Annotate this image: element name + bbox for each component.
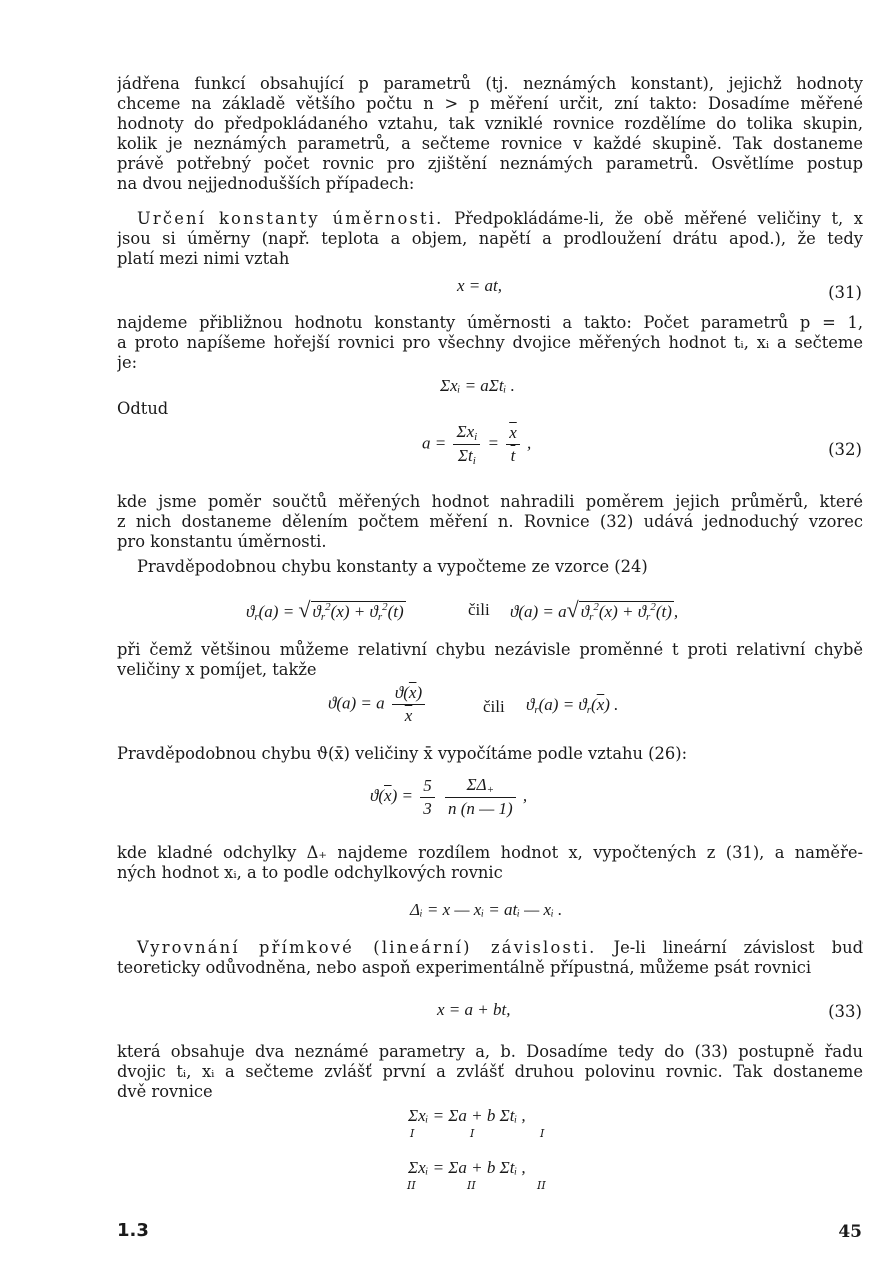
equation-error-simplified: ϑ(a) = a $\frac{ϑ(\overline{x})}{x}$ [328, 683, 428, 726]
text-segment: Předpokládáme-li, že obě měřené veličiny t, x [443, 209, 863, 228]
equation-32: a = $\frac{\Sigma x_i}{\Sigma t_i}$ = $\frac{\overline{x}}{t}$ , [422, 422, 532, 467]
text-line: která obsahuje dva neznámé parametry a, b. Dosadíme tedy do (33) postupně řadu [117, 1042, 863, 1061]
equation-error-absolute: ϑ(a) = a√ $ϑ_r^2(\overline{x}) + ϑ_r^2(\overline{t})$ , [510, 597, 679, 623]
equation-sum: Σxᵢ = aΣtᵢ . [440, 376, 515, 395]
paragraph-linear [117, 938, 863, 978]
limit-label: II [467, 1179, 476, 1192]
text-line: pro konstantu úměrnosti. [117, 532, 327, 551]
equation-26-mean-error: $ϑ(\overline{x})$ = $\frac{5}{3}$ $\frac{\Sigma\Delta_+}{n (n — 1)}$ , [370, 775, 528, 818]
text-line: platí mezi nimi vztah [117, 249, 290, 268]
text-line [117, 209, 863, 229]
cili-word: čili [483, 697, 505, 716]
text-line: najdeme přibližnou hodnotu konstanty úměrnosti a takto: Počet parametrů p = 1, [117, 313, 863, 332]
text-line: právě potřebný počet rovnic pro zjištění neznámých parametrů. Osvětlíme postup [117, 154, 863, 173]
text-line: na dvou nejjednodušších případech: [117, 174, 415, 193]
equation-sum-first-half: Σxᵢ = Σa + b Σtᵢ , [408, 1106, 526, 1125]
text-line: dvojic tᵢ, xᵢ a sečteme zvlášť první a zvlášť druhou polovinu rovnic. Tak dostaneme [117, 1062, 863, 1081]
text-segment: Je-li lineární závislost buď [596, 938, 863, 957]
text-line [117, 938, 863, 958]
text-line: chceme na základě většího počtu n > p měření určit, zní takto: Dosadíme měřené [117, 94, 863, 113]
equation-sum-second-half: Σxᵢ = Σa + b Σtᵢ , [408, 1158, 526, 1177]
text-line: hodnoty do předpokládaného vztahu, tak vzniklé rovnice rozdělíme do tolika skupin, [117, 114, 863, 133]
section-number: 1.3 [117, 1220, 149, 1241]
paragraph-deviations [117, 843, 863, 883]
text-line: Pravděpodobnou chybu ϑ(x̄) veličiny x̄ vypočítáme podle vztahu (26): [117, 744, 688, 763]
section-heading: Vyrovnání přímkové (lineární) závislosti. [137, 938, 597, 957]
paragraph-intro [117, 74, 863, 194]
equation-error-simplified-relative: $ϑ_r(a) = ϑ_r(\overline{x})$ . [526, 695, 619, 716]
paragraph-proportionality [117, 209, 863, 269]
section-heading: Určení konstanty úměrnosti. [137, 209, 444, 228]
paragraph-ratio [117, 492, 863, 552]
limit-label: I [540, 1127, 545, 1140]
equation-33: x = a + bt, [437, 1000, 511, 1019]
text-line: při čemž většinou můžeme relativní chybu nezávisle proměnné t proti relativní chybě [117, 640, 863, 659]
cili-word: čili [468, 600, 490, 619]
limit-label: I [410, 1127, 415, 1140]
text-line: kde jsme poměr součtů měřených hodnot nahradili poměrem jejich průměrů, které [117, 492, 863, 511]
text-line: kde kladné odchylky Δ₊ najdeme rozdílem hodnot x, vypočtených z (31), a naměře- [117, 843, 863, 862]
paragraph-estimate [117, 313, 863, 373]
limit-label: I [470, 1127, 475, 1140]
text-line: teoreticky odůvodněna, nebo aspoň experimentálně přípustná, můžeme psát rovnici [117, 958, 812, 977]
text-line: jádřena funkcí obsahující p parametrů (tj. neznámých konstant), jejichž hodnoty [117, 74, 863, 93]
text-line: a proto napíšeme hořejší rovnici pro všechny dvojice měřených hodnot tᵢ, xᵢ a sečteme [117, 333, 863, 352]
odtud-label: Odtud [117, 399, 169, 418]
paragraph-two-params [117, 1042, 863, 1102]
limit-label: II [407, 1179, 416, 1192]
limit-label: II [537, 1179, 546, 1192]
text-line: Pravděpodobnou chybu konstanty a vypočteme ze vzorce (24) [137, 557, 648, 576]
text-line: je: [117, 353, 138, 372]
equation-31: x = at, [457, 276, 502, 295]
text-line: dvě rovnice [117, 1082, 213, 1101]
text-line: veličiny x pomíjet, takže [117, 660, 317, 679]
equation-number: (33) [828, 1002, 862, 1021]
paragraph-neglect [117, 640, 863, 680]
text-line: ných hodnot xᵢ, a to podle odchylkových rovnic [117, 863, 503, 882]
equation-number: (31) [828, 283, 862, 302]
equation-number: (32) [828, 440, 862, 459]
equation-error-relative: $ϑ_r(a)$ = √ $ϑ_r^2(\overline{x}) + ϑ_r^2(\overline{t})$ [246, 597, 404, 623]
page-number: 45 [838, 1222, 862, 1242]
text-line: kolik je neznámých parametrů, a sečteme rovnice v každé skupině. Tak dostaneme [117, 134, 863, 153]
paragraph-mean-error [117, 744, 863, 764]
text-line: z nich dostaneme dělením počtem měření n. Rovnice (32) udává jednoduchý vzorec [117, 512, 863, 531]
paragraph-error [117, 557, 863, 577]
equation-deviation: Δᵢ = x — xᵢ = atᵢ — xᵢ . [410, 900, 563, 919]
text-line: jsou si úměrny (např. teplota a objem, napětí a prodloužení drátu apod.), že tedy [117, 229, 863, 248]
